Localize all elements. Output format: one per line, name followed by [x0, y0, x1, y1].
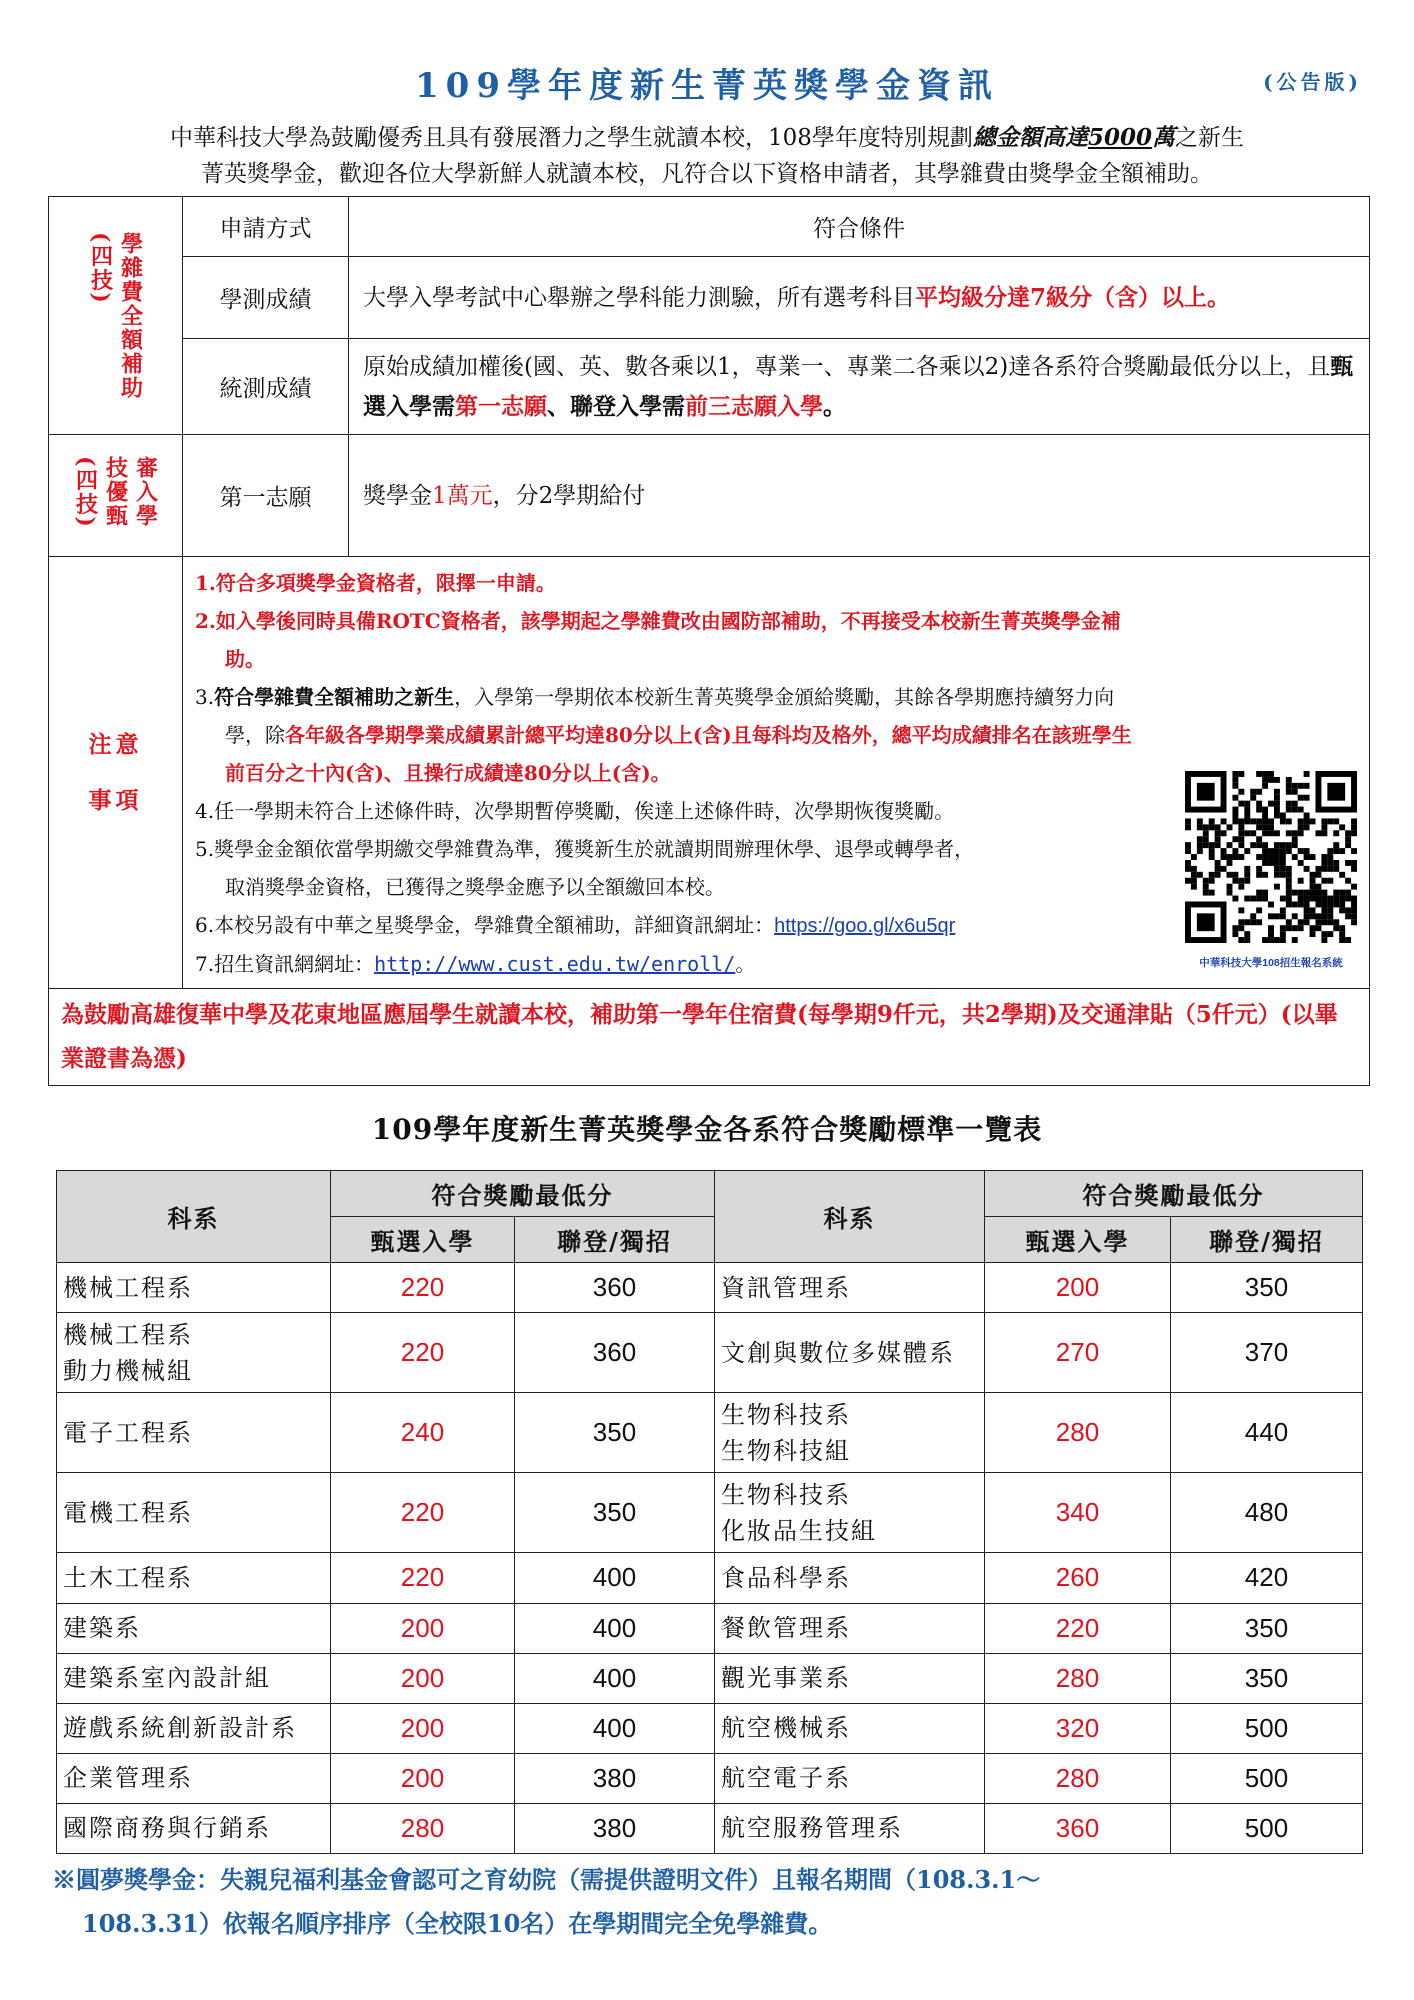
standards-title: 109學年度新生菁英獎學金各系符合獎勵標準一覽表	[371, 1113, 1043, 1146]
criteria-tvee-r1: 第一志願	[455, 392, 547, 420]
note-3	[195, 678, 1359, 716]
table-row	[57, 1313, 1363, 1393]
dept-name-line: 機械工程系	[63, 1273, 193, 1302]
dream-scholarship-note	[52, 1858, 1372, 1946]
dept-name	[715, 1263, 985, 1313]
dept-name	[57, 1703, 331, 1753]
joint-score: 380	[515, 1753, 715, 1803]
note-6-text: 6.本校另設有中華之星獎學金，學雜費全額補助，詳細資訊網址：	[195, 913, 775, 937]
criteria-gsat-text: 大學入學考試中心舉辦之學科能力測驗，所有選考科目	[363, 284, 915, 311]
dept-name	[57, 1473, 331, 1553]
section2-label-a: 審入學	[132, 456, 159, 529]
footnote-line-2: 108.3.31）依報名順序排序（全校限10名）在學期間完全免學雜費。	[82, 1909, 833, 1938]
dept-name-line: 餐飲管理系	[721, 1614, 851, 1643]
joint-score: 400	[515, 1603, 715, 1653]
award-amount: 1萬元	[432, 482, 493, 509]
joint-score: 370	[1171, 1313, 1363, 1393]
table-row	[57, 1553, 1363, 1603]
select-score: 220	[331, 1313, 515, 1393]
joint-score: 420	[1171, 1553, 1363, 1603]
note-3b-red: 各年級各學期學業成績累計總平均達80分以上(含)且每科均及格外，總平均成績排名在該班學生	[285, 723, 1132, 747]
select-score: 320	[985, 1703, 1171, 1753]
notice-label-2: 事項	[88, 786, 143, 814]
note-1: 1.符合多項獎學金資格者，限擇一申請。	[195, 571, 556, 595]
header-joint-right: 聯登/獨招	[1171, 1217, 1363, 1263]
criteria-first-choice	[349, 435, 1370, 557]
select-score: 220	[985, 1603, 1171, 1653]
table-row	[57, 1473, 1363, 1553]
section1-label: 學雜費全額補助	[117, 231, 144, 400]
dept-name-line: 電機工程系	[63, 1498, 193, 1527]
select-score: 200	[331, 1703, 515, 1753]
joint-score: 400	[515, 1553, 715, 1603]
header-min-left: 符合獎勵最低分	[331, 1171, 715, 1217]
select-score: 200	[331, 1753, 515, 1803]
intro-text: 中華科技大學為鼓勵優秀且具有發展潛力之學生就讀本校，108學年度特別規劃	[170, 125, 973, 151]
joint-score: 350	[1171, 1653, 1363, 1703]
intro-unit: 萬	[1151, 124, 1175, 151]
select-score: 280	[331, 1803, 515, 1853]
section-full-tuition-label	[49, 197, 183, 435]
select-score: 220	[331, 1473, 515, 1553]
select-score: 200	[331, 1653, 515, 1703]
table-row	[57, 1703, 1363, 1753]
note-7-end: 。	[735, 952, 756, 976]
method-first-choice: 第一志願	[183, 435, 349, 557]
section2-label-b: 技優甄	[102, 456, 129, 529]
dept-group-line: 生物科技組	[721, 1436, 851, 1465]
section-skills-label	[49, 435, 183, 557]
joint-score: 380	[515, 1803, 715, 1853]
column-header-criteria: 符合條件	[349, 197, 1370, 257]
edition-label: (公告版)	[1263, 70, 1362, 94]
notice-label	[49, 557, 183, 989]
select-score: 200	[985, 1263, 1171, 1313]
header-select-left: 甄選入學	[331, 1217, 515, 1263]
enroll-info-link[interactable]: http://www.cust.edu.tw/enroll/	[374, 952, 736, 976]
award-pre: 獎學金	[363, 482, 432, 509]
criteria-gsat	[349, 257, 1370, 339]
intro-paragraph	[40, 120, 1374, 192]
joint-score: 480	[1171, 1473, 1363, 1553]
dept-name-line: 遊戲系統創新設計系	[63, 1714, 297, 1743]
notice-list	[183, 557, 1370, 989]
dept-name	[57, 1653, 331, 1703]
criteria-tvee-text: 原始成績加權後(國、英、數各乘以1，專業一、專業二各乘以2)達各系符合獎勵最低分以上，且	[363, 353, 1331, 380]
note-3-num: 3.	[195, 685, 215, 709]
notice-label-1: 注意	[88, 730, 143, 758]
dept-name-line: 食品科學系	[721, 1563, 851, 1592]
award-post: ，分2學期給付	[492, 482, 646, 509]
joint-score: 360	[515, 1263, 715, 1313]
star-scholarship-link[interactable]: https://goo.gl/x6u5qr	[774, 915, 956, 937]
joint-score: 440	[1171, 1393, 1363, 1473]
select-score: 280	[985, 1653, 1171, 1703]
note-4: 4.任一學期未符合上述條件時，次學期暫停獎勵，俟達上述條件時，次學期恢復獎勵。	[195, 799, 955, 823]
dept-name	[715, 1753, 985, 1803]
table-row	[57, 1803, 1363, 1853]
footnote-line-1: ※圓夢獎學金：失親兒福利基金會認可之育幼院（需提供證明文件）且報名期間（108.3.1～	[52, 1865, 1041, 1894]
joint-score: 360	[515, 1313, 715, 1393]
qr-code[interactable]	[1185, 771, 1357, 970]
note-5: 5.獎學金金額依當學期繳交學雜費為準，獲獎新生於就讀期間辦理休學、退學或轉學者，	[195, 837, 975, 861]
intro-emphasis: 總金額高達	[972, 124, 1088, 151]
note-3-text: ，入學第一學期依本校新生菁英獎學金頒給獎勵，其餘各學期應持續努力向	[454, 685, 1115, 709]
note-2: 2.如入學後同時具備ROTC資格者，該學期起之學雜費改由國防部補助，不再接受本校新生菁英獎學金補	[195, 609, 1121, 633]
note-3-bold: 符合學雜費全額補助之新生	[214, 685, 455, 709]
select-score: 220	[331, 1553, 515, 1603]
qr-caption: 中華科技大學108招生報名系統	[1199, 957, 1343, 969]
dept-name-line: 航空服務管理系	[721, 1814, 903, 1843]
select-score: 200	[331, 1603, 515, 1653]
dept-name-line: 電子工程系	[63, 1418, 193, 1447]
select-score: 240	[331, 1393, 515, 1473]
header-joint-left: 聯登/獨招	[515, 1217, 715, 1263]
dept-name-line: 觀光事業系	[721, 1664, 851, 1693]
dept-name-line: 資訊管理系	[721, 1273, 851, 1302]
dept-name	[715, 1653, 985, 1703]
table-row	[57, 1393, 1363, 1473]
section2-label-c: (四技)	[72, 456, 99, 529]
dept-name-line: 建築系室內設計組	[63, 1664, 271, 1693]
dept-name-line: 土木工程系	[63, 1563, 193, 1592]
joint-score: 500	[1171, 1803, 1363, 1853]
dept-name-line: 機械工程系	[63, 1320, 193, 1349]
table-row	[57, 1753, 1363, 1803]
dept-name-line: 企業管理系	[63, 1764, 193, 1793]
criteria-gsat-highlight: 平均級分達7級分（含）以上。	[915, 283, 1231, 311]
select-score: 280	[985, 1393, 1171, 1473]
dept-group-line: 動力機械組	[63, 1356, 193, 1385]
joint-score: 500	[1171, 1703, 1363, 1753]
page-title: 109學年度新生菁英獎學金資訊	[415, 66, 999, 106]
dept-name	[715, 1553, 985, 1603]
dept-name	[715, 1473, 985, 1553]
note-5-cont: 取消獎學金資格，已獲得之獎學金應予以全額繳回本校。	[225, 875, 725, 899]
criteria-tvee-b2: 、聯登入學需	[547, 392, 685, 420]
dept-name	[715, 1703, 985, 1753]
note-3b-pre: 學，除	[225, 723, 285, 747]
table-row	[57, 1263, 1363, 1313]
dept-name-line: 生物科技系	[721, 1480, 851, 1509]
scholarship-table	[48, 196, 1370, 1086]
joint-score: 350	[515, 1393, 715, 1473]
dept-name	[715, 1603, 985, 1653]
select-score: 360	[985, 1803, 1171, 1853]
method-gsat: 學測成績	[183, 257, 349, 339]
dept-name	[715, 1393, 985, 1473]
table-row	[57, 1653, 1363, 1703]
dept-name	[57, 1603, 331, 1653]
joint-score: 400	[515, 1703, 715, 1753]
joint-score: 350	[1171, 1603, 1363, 1653]
column-header-method: 申請方式	[183, 197, 349, 257]
select-score: 340	[985, 1473, 1171, 1553]
select-score: 260	[985, 1553, 1171, 1603]
select-score: 220	[331, 1263, 515, 1313]
method-tvee: 統測成績	[183, 339, 349, 435]
dept-name	[57, 1393, 331, 1473]
joint-score: 400	[515, 1653, 715, 1703]
note-7-text: 7.招生資訊網網址：	[195, 952, 375, 976]
intro-tail: 之新生	[1174, 125, 1244, 151]
select-score: 270	[985, 1313, 1171, 1393]
header-select-right: 甄選入學	[985, 1217, 1171, 1263]
dept-name	[715, 1803, 985, 1853]
dept-name-line: 航空機械系	[721, 1714, 851, 1743]
criteria-tvee-b1: 甄選入學需	[363, 352, 1354, 420]
intro-text-2: 菁英獎學金，歡迎各位大學新鮮人就讀本校，凡符合以下資格申請者，其學雜費由獎學金全額補助。	[201, 161, 1213, 187]
dept-name	[57, 1313, 331, 1393]
section1-sub-label: (四技)	[87, 231, 114, 305]
dept-name	[57, 1263, 331, 1313]
dept-name-line: 建築系	[63, 1614, 141, 1643]
header-dept-right: 科系	[715, 1171, 985, 1263]
criteria-tvee-r2: 前三志願入學	[685, 392, 823, 420]
dept-name-line: 文創與數位多媒體系	[721, 1338, 955, 1367]
dept-name	[57, 1553, 331, 1603]
note-2-cont: 助。	[225, 647, 265, 671]
dept-name-line: 航空電子系	[721, 1764, 851, 1793]
dept-name	[57, 1803, 331, 1853]
dept-group-line: 化妝品生技組	[721, 1516, 877, 1545]
joint-score: 350	[1171, 1263, 1363, 1313]
dept-name-line: 國際商務與行銷系	[63, 1814, 271, 1843]
dept-name-line: 生物科技系	[721, 1400, 851, 1429]
header-dept-left: 科系	[57, 1171, 331, 1263]
dept-name	[715, 1313, 985, 1393]
standards-table	[56, 1170, 1363, 1854]
criteria-tvee-end: 。	[823, 392, 846, 420]
note-3c: 前百分之十內(含)、且操行成績達80分以上(含)。	[225, 761, 671, 785]
criteria-tvee	[349, 339, 1370, 435]
qr-code-icon	[1185, 771, 1357, 943]
dept-name	[57, 1753, 331, 1803]
select-score: 280	[985, 1753, 1171, 1803]
table-row	[57, 1603, 1363, 1653]
header-min-right: 符合獎勵最低分	[985, 1171, 1363, 1217]
joint-score: 500	[1171, 1753, 1363, 1803]
dorm-subsidy-notice: 為鼓勵高雄復華中學及花東地區應屆學生就讀本校，補助第一學年住宿費(每學期9仟元，共2學期)及交通津貼（5仟元）(以畢業證書為憑)	[49, 989, 1370, 1086]
joint-score: 350	[515, 1473, 715, 1553]
note-3-cont	[195, 716, 1359, 754]
intro-amount: 5000	[1087, 124, 1152, 151]
